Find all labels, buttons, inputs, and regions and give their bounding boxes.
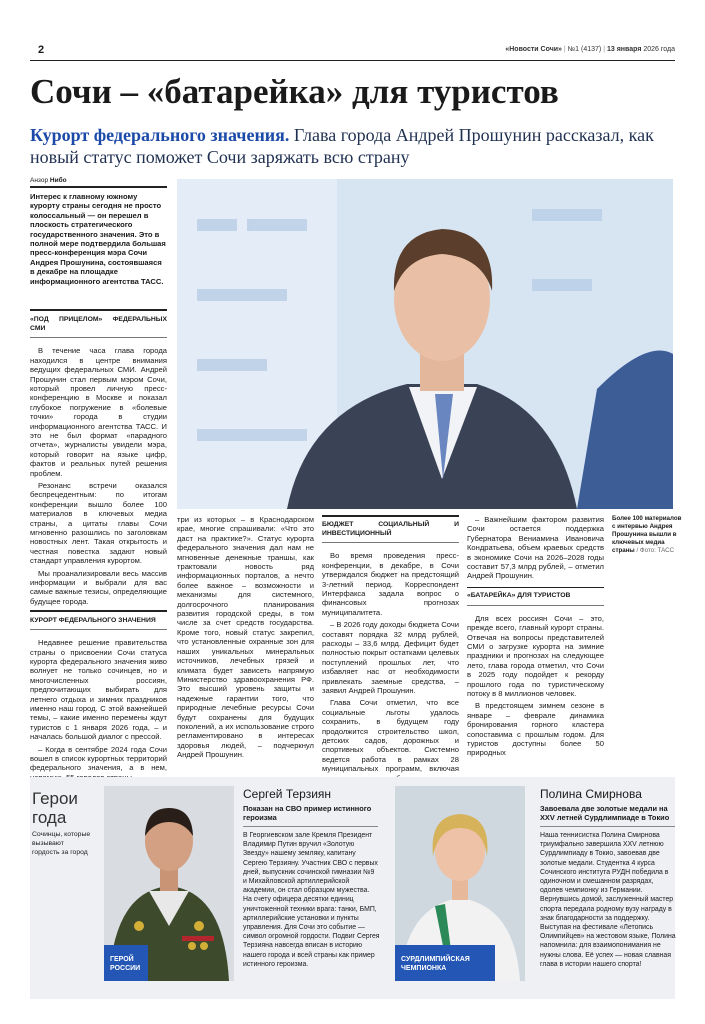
column-4 <box>467 515 604 761</box>
mayor-portrait-illustration <box>177 179 673 509</box>
hero2-name: Полина Смирнова <box>540 787 642 801</box>
column-2 <box>177 515 314 763</box>
hero2-text: Наша теннисистка Полина Смирнова триумфально завершила XXV летнюю Сурдлимпиаду в Токио, завоевав две золотые медали. Студентка 4 курса Сочинского института РУДН победила в одиночном и смешанном разрядах, одолев чемпионку из Германии. Вернувшись домой, заслуженный мастер спорта передала родному вузу награду в знак благодарности за поддержку. Выступая на фестивале «Летопись Олимпийцев» на жестовом языке, Полина напомнила: для взаимопонимания не нужны слова. Её успех — новая славная глава в истории нашего спорта! <box>540 832 676 968</box>
article-intro: Интерес к главному южному курорту страны сегодня не просто колоссальный — он перешел в плоскость стратегического государственного значения. Это в полной мере подтвердила большая пресс-конференция мэра Сочи Андрея Прошунина, состоявшаяся в декабре на площадке информационного агентства ТАСС. <box>30 192 166 286</box>
hero1-text: В Георгиевском зале Кремля Президент Владимир Путин вручил «Золотую Звезду» нашему земляку, капитану Сергею Терзияну. Участник СВО с первых дней, выпускник сочинской гимназии №9 и Михайловской артиллерийской академии, он стал образцом мужества. На счету офицера десятки единиц уничтоженной техники врага: танки, БМП, артиллерийские установки и пункты управления. Для Сочи это событие — символ огромной гордости. Подвиг Сергея Терзияна навсегда вписан в историю нашего города и всей страны как пример истинного героизма. <box>243 832 380 968</box>
author-byline <box>30 177 67 184</box>
heroes-subtitle: Сочинцы, которые вызывают гордость за город <box>32 831 91 856</box>
hero2-badge-line2: ЧЕМПИОНКА <box>401 965 447 972</box>
article-subhead <box>30 124 680 168</box>
paragraph: три из которых – в Краснодарском крае, многие спрашивали: «Что это даст на практике?». Статус курорта федерального значения дал нам не мгновенные денежные траншы, как трактовали новость ряд информационных порталов, а нечто более важное – возможности и механизмы для системного, долгосрочного планирования развития городской среды, в том числе за счет средств государства. Кроме того, новый статус закрепил, что установленные охранные зон для наших уникальных минеральных источников, лечебных грязей и климата будет зависеть напрямую Министерство здравоохранения РФ. Это высший уровень защиты и надежные гарантии того, что природные лечебные ресурсы Сочи будут сохранены для будущих поколений, а их использование строго регламентировано в интересах здоровья людей, – подчеркнул Андрей Прошунин. <box>177 515 314 760</box>
section-rule <box>467 605 604 606</box>
mayor-photo <box>177 179 673 509</box>
paragraph: Глава Сочи отметил, что все социальные льготы удалось сохранить, в будущем году продолжится строительство школ, детских садов, дорожных и спортивных объектов. Системно ведется работа в рамках 28 муниципальных программ, включая <box>322 698 459 774</box>
paragraph: Резонанс встречи оказался беспрецедентным: по итогам конференции вышло более 100 материалов в ключевых медиа страны, а цитаты главы Сочи мгновенно разошлись по заголовкам новостных лент. Такая открытость и честная повестка задают новый стандарт управления курортом. <box>30 481 167 566</box>
subhead-rest: Глава города Андрей Прошунин рассказал, как новый статус поможет Сочи заряжать всю страну <box>30 125 654 167</box>
paragraph: – Важнейшим фактором развития Сочи остается поддержка Губернатора Вениамина Ивановича Кондратьева, объем краевых средств в экономике Сочи на 2026–2028 годы составит 57,3 млрд рублей, – отметил Андрей Прошунин. <box>467 515 604 581</box>
hero2-rule <box>540 826 675 827</box>
paragraph: В течение часа глава города находился в центре внимания ведущих федеральных СМИ. Андрей Прошунин стал первым мэром Сочи, который провел личную пресс-конференцию в Москве и показал глубокое погружение в «болевые точки» города в студии информационного агентства ТАСС. И это не был формат «парадного отчета», журналисты увидели мэра, который говорит на языке цифр, фактов и реальных путей решения проблем. <box>30 346 167 478</box>
heroes-title-line2: года <box>32 808 67 827</box>
section-title-battery: «БАТАРЕЙКА» ДЛЯ ТУРИСТОВ <box>467 592 571 600</box>
section-title-resort: КУРОРТ ФЕДЕРАЛЬНОГО ЗНАЧЕНИЯ <box>30 616 156 624</box>
section-rule <box>30 610 167 612</box>
photo-caption-text: Более 100 материалов с интервью Андрея Прошунина вышли в ключевых медиа страны <box>612 515 682 554</box>
section-rule <box>322 542 459 543</box>
hero1-subtitle: Показан на СВО пример истинного героизма <box>243 804 372 822</box>
paragraph: Недавнее решение правительства страны о присвоении Сочи статуса курорта федерального значения живо волнует не только сочинцев, но и многочисленных россиян, предпочитающих выбирать для летнего отдыха и зимних праздников именно наш город. С этой важнейшей темы, – какие именно перемены ждут туристов с 1 января 2026 года, – и началась большой диалог с прессой. <box>30 638 167 742</box>
section-rule <box>467 587 604 589</box>
section-title-media: «ПОД ПРИЦЕЛОМ» ФЕДЕРАЛЬНЫХ СМИ <box>30 315 167 332</box>
section-rule <box>322 515 459 517</box>
paragraph: – В 2026 году доходы бюджета Сочи составят порядка 32 млрд рублей, расходы – 33,6 млрд. Дефицит будет полностью покрыт остатками целевых поступлений прошлых лет, что избавляет нас от необходимости привлекать заемные средства, – заявил Андрей Прошунин. <box>322 620 459 695</box>
paragraph: В предстоящем зимнем сезоне в январе – феврале динамика бронирования горного кластера сопоставима с прошлым годом. Для туристов доступны более 50 природных <box>467 701 604 758</box>
issue-date: 13 января <box>606 46 642 53</box>
column-3 <box>322 515 459 786</box>
paragraph: Мы проанализировали весь массив информации и выбрали для вас самые важные тезисы, определяющие будущее города. <box>30 568 167 606</box>
author-rule <box>30 186 167 188</box>
hero1-rule <box>243 826 378 827</box>
hero1-badge-line1: ГЕРОЙ <box>110 956 134 963</box>
article-headline: Сочи – «батарейка» для туристов <box>30 72 559 111</box>
column-1 <box>30 309 167 785</box>
heroes-title <box>32 789 78 827</box>
section-rule <box>30 309 167 311</box>
section-title-budget: БЮДЖЕТ СОЦИАЛЬНЫЙ И ИНВЕСТИЦИОННЫЙ <box>322 520 459 537</box>
heroes-title-line1: Герои <box>32 789 78 808</box>
paragraph: Во время проведения пресс-конференции, в декабре, в Сочи утверждался бюджет на предстоящий 3-летний период. Корреспондент Интерфакса задала вопрос о финансовых прогнозах муниципалитета. <box>322 551 459 617</box>
issue-info: «Новости Сочи» | №1 (4137) | 13 января 2026 года <box>505 46 675 53</box>
section-rule <box>30 337 167 338</box>
hero2-badge-text <box>401 955 470 973</box>
subhead-lead: Курорт федерального значения. <box>30 125 290 145</box>
author-label: Анзор <box>30 177 49 184</box>
author-name: Нибо <box>49 177 67 184</box>
issue-year: 2026 года <box>643 46 675 53</box>
section-rule <box>30 629 167 630</box>
hero1-name: Сергей Терзиян <box>243 787 332 801</box>
issue-number: №1 (4137) <box>567 46 602 53</box>
photo-credit: / Фото: ТАСС <box>636 547 675 554</box>
hero2-badge-line1: СУРДЛИМПИЙСКАЯ <box>401 956 470 963</box>
hero2-subtitle: Завоевала две золотые медали на XXV летней Сурдлимпиаде в Токио <box>540 804 670 822</box>
newspaper-name: «Новости Сочи» <box>505 46 562 53</box>
photo-caption <box>612 515 682 555</box>
hero1-badge-text <box>110 955 140 973</box>
paragraph: Для всех россиян Сочи – это, прежде всего, главный курорт страны. Отвечая на вопросы представителей СМИ о загрузке курорта на зимние праздники и прогнозах на следующее лето, глава города отметил, что Сочи в 2025 году подойдет к рекорду прошлого года по туристическому потоку в 8 миллионов человек. <box>467 613 604 698</box>
hero1-badge-line2: РОССИИ <box>110 965 141 972</box>
paragraph: – Когда в сентябре 2024 года Сочи вошел в список курортных территорий федерального значения, а в нем, <box>30 744 167 773</box>
page-number: 2 <box>38 44 45 56</box>
header-divider <box>30 60 675 61</box>
